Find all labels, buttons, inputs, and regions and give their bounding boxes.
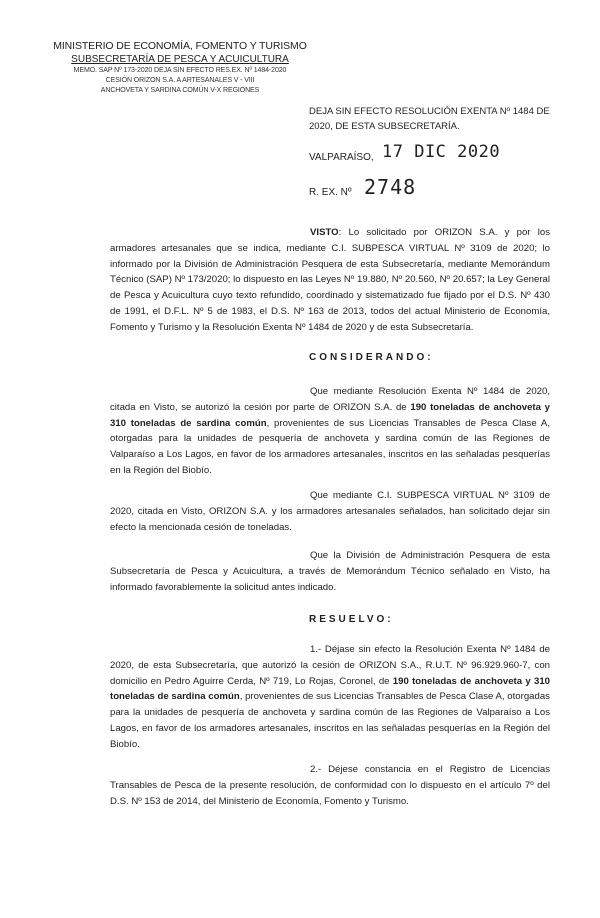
resuelvo-1-tonnage: 190 toneladas de anchoveta y 310 toneladas de sardina común [110, 675, 550, 703]
resuelvo-heading: RESUELVO: [309, 614, 394, 625]
visto-section [110, 225, 550, 336]
reference-line-2: CESIÓN ORIZON S.A. A ARTESANALES V - VIII [105, 77, 255, 84]
resuelvo-paragraph-1 [110, 642, 550, 753]
considerando-1-tonnage: 190 toneladas de anchoveta y 310 toneladas de sardina común [110, 401, 551, 429]
subsecretaria-name: SUBSECRETARÍA DE PESCA Y ACUICULTURA [71, 54, 289, 65]
considerando-paragraph-2 [110, 488, 550, 535]
resolution-number-stamp: 2748 [364, 175, 417, 199]
considerando-paragraph-3 [110, 548, 550, 595]
resolution-number-label: R. EX. Nº [309, 187, 352, 198]
date-stamp: 17 DIC 2020 [382, 142, 501, 162]
visto-text: : Lo solicitado por ORIZON S.A. y por los armadores artesanales que se indica, mediante C.I. SUBPESCA VIRTUAL Nº 3109 de 2020; lo informado por la División de Administración Pesquera de esta Subsecretaría, mediante Memorándum Técnico (SAP) Nº 173/2020; lo dispuesto en las Leyes Nº 19.880, Nº 20.560, Nº 20.657; la Ley General de Pesca y Acuicultura cuyo texto refundido, coordinado y sistematizado fue fijado por el D.S. Nº 430 de 1991, el D.F.L. Nº 5 de 1983, el D.S. Nº 163 de 2013, todos del actual Ministerio de Economía, Fomento y Turismo y la Resolución Exenta Nº 1484 de 2020 y de esta Subsecretaría. [110, 227, 550, 333]
reference-line-1: MEMO. SAP Nº 173-2020 DEJA SIN EFECTO RES.EX. Nº 1484-2020 [73, 67, 287, 74]
considerando-1-text-c: , provenientes de sus Licencias Transables de Pesca Clase A, otorgadas para la unidades de pesquería de anchoveta y sardina común de las Regiones de Valparaíso a Los Lagos, en favor de los armadores artesanales, inscritos en las señaladas pesquerías en la Región del Biobío. [110, 417, 550, 476]
considerando-2-text: Que mediante C.I. SUBPESCA VIRTUAL Nº 3109 de 2020, citada en Visto, ORIZON S.A. y los armadores artesanales señalados, han solicitado dejar sin efecto la mencionada cesión de toneladas. [110, 490, 550, 533]
resolution-subject: DEJA SIN EFECTO RESOLUCIÓN EXENTA Nº 1484 DE 2020, DE ESTA SUBSECRETARÍA. [309, 106, 550, 132]
resuelvo-1-text-a: 1.- Déjase sin efecto la Resolución Exenta Nº 1484 de 2020, de esta Subsecretaría, que autorizó la cesión de ORIZON S.A., R.U.T. Nº 96.929.960-7, con domicilio en Pedro Aguirre Cerda, Nº 719, Lo Rojas, Coronel, de [110, 644, 550, 687]
visto-lead: VISTO [310, 227, 339, 238]
considerando-heading: CONSIDERANDO: [309, 352, 434, 363]
place-label: VALPARAÍSO, [309, 152, 374, 163]
resuelvo-1-text-c: , provenientes de sus Licencias Transables de Pesca Clase A, otorgadas para la unidades de pesquería de anchoveta y sardina común de las Regiones de Valparaíso a Los Lagos, en favor de los armadores artesanales, inscritos en las señaladas pesquerías en la Región del Biobío. [110, 691, 550, 750]
resuelvo-paragraph-2 [110, 762, 550, 809]
considerando-3-text: Que la División de Administración Pesquera de esta Subsecretaría de Pesca y Acuicultura, a través de Memorándum Técnico señalado en Visto, ha informado favorablemente la solicitud antes indicado. [110, 550, 550, 593]
reference-line-3: ANCHOVETA Y SARDINA COMÚN V-X REGIONES [100, 87, 260, 94]
considerando-paragraph-1 [110, 384, 550, 479]
ministry-name: MINISTERIO DE ECONOMÍA, FOMENTO Y TURISMO [53, 40, 307, 52]
considerando-1-text-a: Que mediante Resolución Exenta Nº 1484 de 2020, citada en Visto, se autorizó la cesión por parte de ORIZON S.A. de [110, 386, 550, 413]
resuelvo-2-text: 2.- Déjese constancia en el Registro de Licencias Transables de Pesca de la presente resolución, de conformidad con lo dispuesto en el artículo 7º del D.S. Nº 153 de 2014, del Ministerio de Economía, Fomento y Turismo. [110, 764, 550, 807]
letterhead [40, 40, 320, 96]
